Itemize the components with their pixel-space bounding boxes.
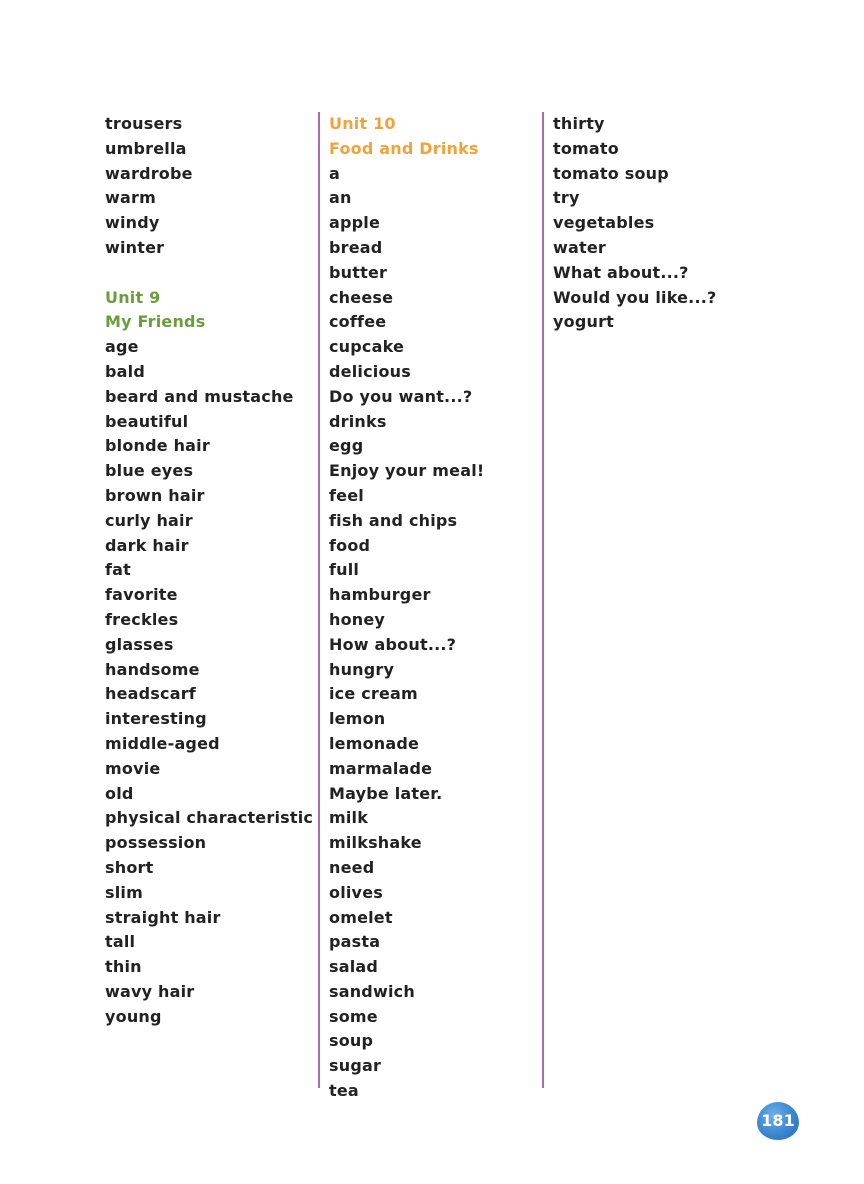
vocabulary-word: thirty — [553, 114, 605, 133]
vocabulary-word: sandwich — [329, 981, 415, 1001]
unit-heading: My Friends — [105, 312, 206, 332]
vocabulary-word: How about...? — [329, 634, 457, 654]
vocabulary-word: thin — [105, 957, 142, 977]
section-spacer — [105, 261, 305, 286]
vocabulary-word: ice cream — [329, 684, 418, 704]
vocabulary-word: apple — [329, 213, 381, 233]
vocabulary-word: need — [329, 857, 375, 877]
vocabulary-word: cheese — [329, 287, 394, 307]
vocabulary-word: wavy hair — [105, 981, 195, 1001]
vocabulary-word: water — [553, 237, 606, 257]
vocabulary-word: milk — [329, 808, 369, 828]
vocabulary-word: full — [329, 560, 360, 580]
vocabulary-word: pasta — [329, 932, 381, 952]
vocabulary-word: an — [329, 188, 352, 208]
glossary-column-2 — [329, 112, 529, 1104]
vocabulary-word: glasses — [105, 634, 174, 654]
vocabulary-word: beautiful — [105, 411, 189, 431]
page-number-badge: 181 — [757, 1102, 799, 1140]
column-divider — [318, 112, 320, 1088]
vocabulary-word: warm — [105, 188, 156, 208]
vocabulary-word: wardrobe — [105, 163, 193, 183]
unit-heading: Unit 9 — [105, 287, 161, 307]
vocabulary-word: fish and chips — [329, 510, 458, 530]
vocabulary-word: tomato soup — [553, 163, 669, 183]
vocabulary-word: hamburger — [329, 585, 431, 605]
vocabulary-word: winter — [105, 237, 165, 257]
vocabulary-word: windy — [105, 213, 160, 233]
vocabulary-word: butter — [329, 262, 388, 282]
vocabulary-word: young — [105, 1006, 162, 1026]
vocabulary-word: drinks — [329, 411, 387, 431]
vocabulary-word: curly hair — [105, 510, 193, 530]
vocabulary-word: slim — [105, 882, 143, 902]
vocabulary-word: try — [553, 188, 580, 208]
vocabulary-word: blue eyes — [105, 461, 194, 481]
vocabulary-word: physical characteristic — [105, 808, 314, 828]
vocabulary-word: movie — [105, 758, 161, 778]
vocabulary-word: salad — [329, 957, 379, 977]
vocabulary-word: yogurt — [553, 312, 615, 332]
vocabulary-word: bald — [105, 361, 145, 381]
vocabulary-word: short — [105, 857, 154, 877]
vocabulary-word: umbrella — [105, 138, 187, 158]
vocabulary-word: food — [329, 535, 371, 555]
vocabulary-word: freckles — [105, 609, 179, 629]
vocabulary-word: interesting — [105, 709, 207, 729]
vocabulary-word: lemonade — [329, 733, 420, 753]
unit-heading: Food and Drinks — [329, 138, 479, 158]
vocabulary-word: possession — [105, 833, 207, 853]
vocabulary-word: soup — [329, 1031, 374, 1051]
vocabulary-word: headscarf — [105, 684, 196, 704]
vocabulary-word: vegetables — [553, 213, 655, 233]
column-divider — [542, 112, 544, 1088]
glossary-column-1 — [105, 112, 314, 1029]
vocabulary-word: egg — [329, 436, 364, 456]
vocabulary-word: feel — [329, 485, 364, 505]
glossary-column-3 — [553, 112, 753, 335]
vocabulary-word: hungry — [329, 659, 395, 679]
vocabulary-word: What about...? — [553, 262, 689, 282]
vocabulary-word: beard and mustache — [105, 386, 294, 406]
vocabulary-word: Would you like...? — [553, 287, 717, 307]
vocabulary-word: coffee — [329, 312, 387, 332]
vocabulary-word: Maybe later. — [329, 783, 443, 803]
vocabulary-word: milkshake — [329, 833, 422, 853]
vocabulary-word: handsome — [105, 659, 200, 679]
vocabulary-word: tall — [105, 932, 136, 952]
vocabulary-word: bread — [329, 237, 383, 257]
vocabulary-word: dark hair — [105, 535, 189, 555]
vocabulary-word: age — [105, 337, 139, 357]
vocabulary-word: some — [329, 1006, 378, 1026]
vocabulary-word: blonde hair — [105, 436, 210, 456]
vocabulary-word: olives — [329, 882, 383, 902]
vocabulary-word: old — [105, 783, 134, 803]
vocabulary-word: marmalade — [329, 758, 433, 778]
vocabulary-word: trousers — [105, 114, 183, 133]
vocabulary-word: middle-aged — [105, 733, 220, 753]
vocabulary-word: a — [329, 163, 340, 183]
vocabulary-word: Do you want...? — [329, 386, 473, 406]
vocabulary-word: brown hair — [105, 485, 205, 505]
vocabulary-word: lemon — [329, 709, 386, 729]
vocabulary-word: honey — [329, 609, 386, 629]
vocabulary-word: sugar — [329, 1056, 382, 1076]
unit-heading: Unit 10 — [329, 114, 396, 133]
vocabulary-word: omelet — [329, 907, 393, 927]
vocabulary-word: cupcake — [329, 337, 405, 357]
vocabulary-word: Enjoy your meal! — [329, 461, 485, 481]
vocabulary-word: favorite — [105, 585, 178, 605]
vocabulary-word: straight hair — [105, 907, 221, 927]
vocabulary-word: fat — [105, 560, 132, 580]
vocabulary-word: delicious — [329, 361, 411, 381]
vocabulary-word: tea — [329, 1081, 359, 1101]
vocabulary-word: tomato — [553, 138, 619, 158]
